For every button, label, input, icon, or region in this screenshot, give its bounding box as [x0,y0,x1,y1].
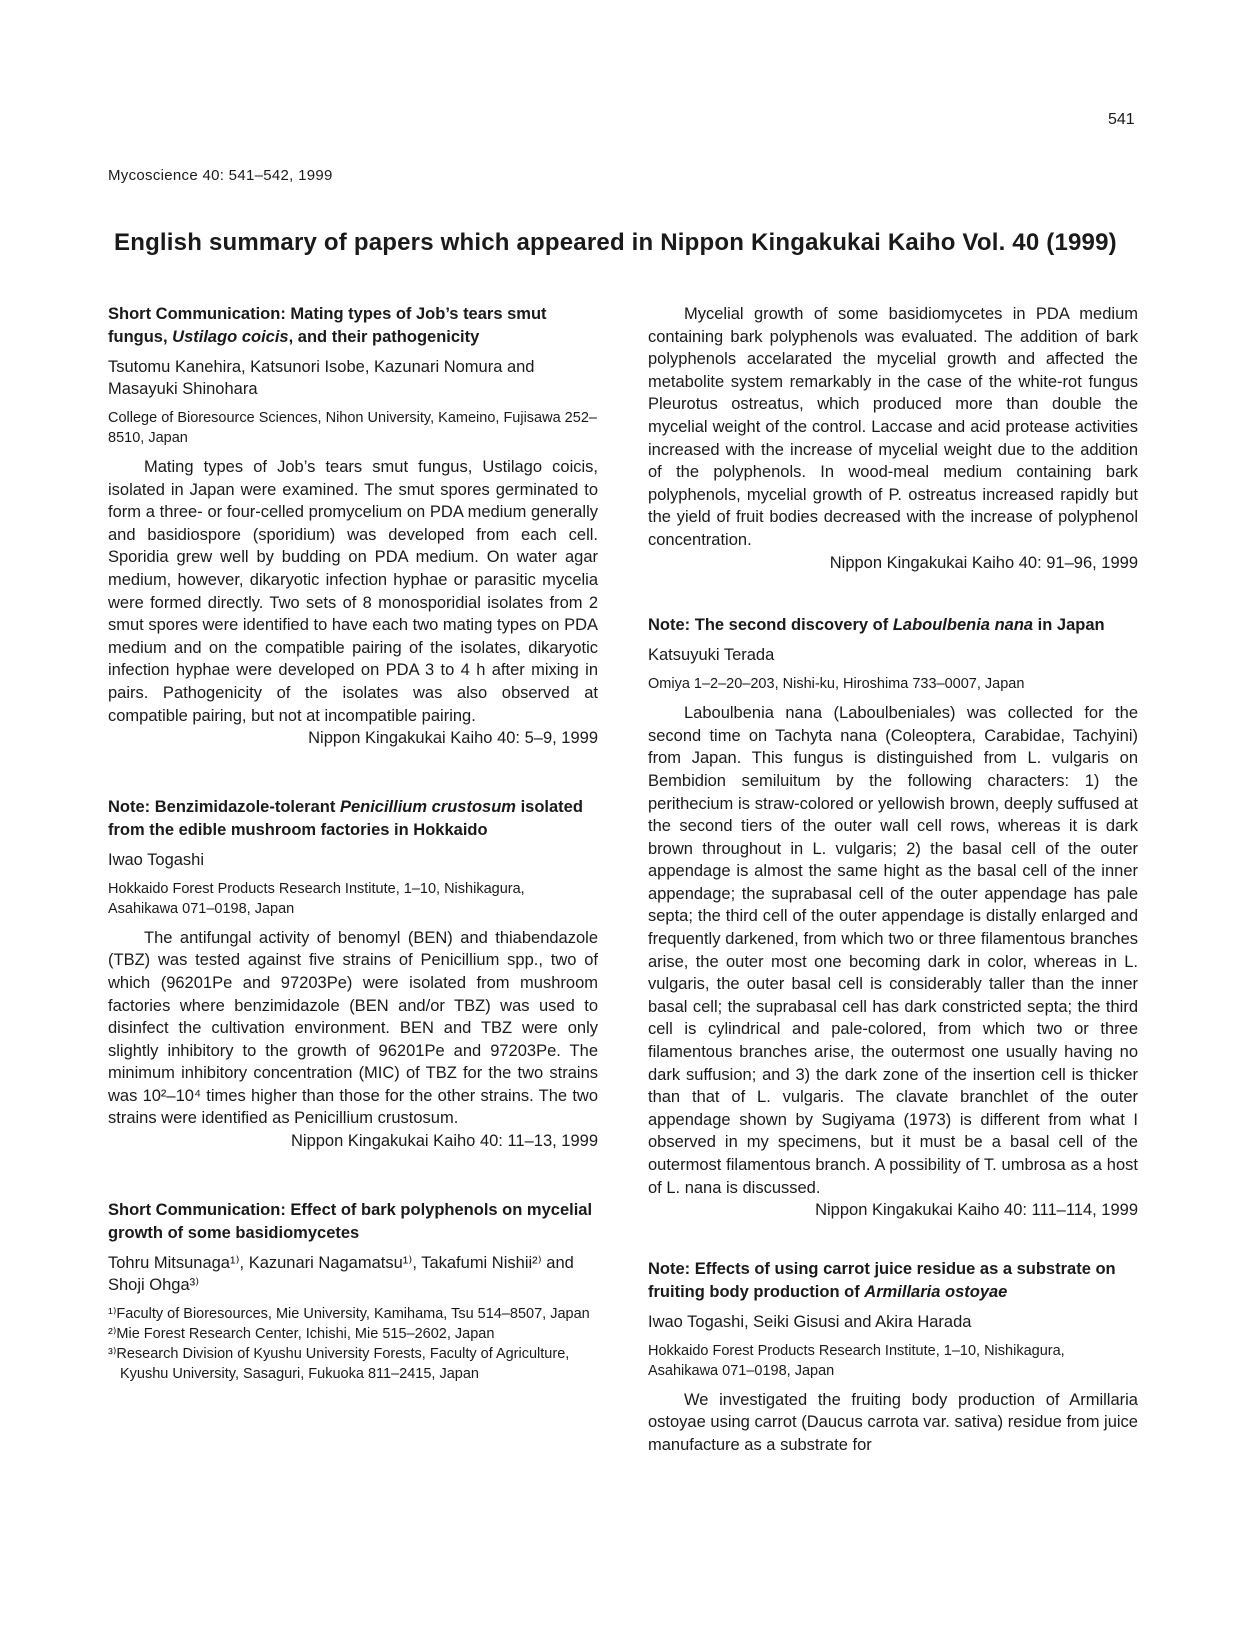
article-abstract: We investigated the fruiting body production of Armillaria ostoyae using carrot (Daucus carrota var. sativa) residue from juice manufacture as a substrate for [648,1390,1138,1454]
article-affiliation: Hokkaido Forest Products Research Institute, 1–10, Nishikagura, Asahikawa 071–0198, Japan [108,880,525,917]
article-abstract: Laboulbenia nana (Laboulbeniales) was collected for the second time on Tachyta nana (Coleoptera, Carabidae, Tachyini) from Japan. This fungus is distinguished from L. vulgaris on Bembidion semiluitum by the following characters: 1) the perithecium is straw-colored or yellowish brown, deeply suffused at the second tiers of the outer wall cell rows, whereas it is dark brown throughout in L. vulgaris; 2) the basal cell of the outer appendage is almost the same hight as the basal cell of the inner appendage; the suprabasal cell of the outer appendage has pale septa; the third cell of the outer appendage is distally enlarged and frequently darkened, from which two or three filamentous branches arise, the outer most one becoming dark in color, whereas in L. vulgaris, the outer basal cell is considerably taller than the inner basal cell; the suprabasal cell has dark constricted septa; the third cell is cylindrical and pale-colored, from which two or three filamentous branches arise, the outermost one usually having no dark suffusion; and 3) the dark zone of the insertion cell is thicker than that of L. vulgaris. The clavate branchlet of the outer appendage shown by Sugiyama (1973) is different from what I observed in my specimens, but it must be a basal cell of the outermost filamentous branch. A possibility of T. umbrosa as a host of L. nana is discussed. [648,704,1138,1197]
article-authors: Katsuyuki Terada [648,646,775,665]
article-affiliations [108,1304,598,1384]
article-title: Note: The second discovery of Laboulbenia nana in Japan [648,616,1105,635]
article-citation: Nippon Kingakukai Kaiho 40: 11–13, 1999 [290,1132,598,1151]
article-citation: Nippon Kingakukai Kaiho 40: 5–9, 1999 [308,729,598,748]
article-citation: Nippon Kingakukai Kaiho 40: 91–96, 1999 [829,553,1138,572]
article-citation: Nippon Kingakukai Kaiho 40: 111–114, 1999 [815,1201,1138,1220]
affiliation-2: ²⁾Mie Forest Research Center, Ichishi, Mie 515–2602, Japan [108,1325,495,1342]
page-title: English summary of papers which appeared in Nippon Kingakukai Kaiho Vol. 40 (1999) [114,229,1117,256]
article-benzimidazole [108,796,598,1153]
affiliation-1: ¹⁾Faculty of Bioresources, Mie University, Kamihama, Tsu 514–8507, Japan [108,1305,590,1322]
page-number: 541 [1108,111,1135,128]
article-abstract: Mycelial growth of some basidiomycetes in PDA medium containing bark polyphenols was evaluated. The addition of bark polyphenols accelarated the mycelial growth and affected the metabolite system remarkably in the case of the white-rot fungus Pleurotus ostreatus, which produced more than double the mycelial weight of the control. Laccase and acid protease activities increased with the increase of mycelial weight due to the addition of the polyphenols. In wood-meal medium containing bark polyphenols, mycelial growth of P. ostreatus increased rapidly but the yield of fruit bodies decreased with the increase of polyphenol concentration. [648,305,1138,549]
article-carrot-juice [648,1258,1138,1457]
article-laboulbenia [648,614,1138,1222]
article-title: Note: Effects of using carrot juice residue as a substrate on fruiting body production of Armillaria ostoyae [648,1259,1116,1301]
article-title: Note: Benzimidazole-tolerant Penicillium crustosum isolated from the edible mushroom factories in Hokkaido [108,797,583,839]
article-title: Short Communication: Effect of bark polyphenols on mycelial growth of some basidiomycetes [108,1200,593,1242]
article-affiliation: Omiya 1–2–20–203, Nishi-ku, Hiroshima 733–0007, Japan [648,676,1025,693]
article-authors: Iwao Togashi [108,850,205,869]
article-abstract: Mating types of Job’s tears smut fungus, Ustilago coicis, isolated in Japan were examined. The smut spores germinated to form a three- or four-celled promycelium on PDA medium generally and basidiospore (sporidium) was developed from each cell. Sporidia grew well by budding on PDA medium. On water agar medium, however, dikaryotic infection hyphae or parasitic mycelia were formed directly. Two sets of 8 monosporidial isolates from 2 smut spores were identified to have each two mating types on PDA medium and on the compatible pairing of the isolates, dikaryotic infection hyphae were developed on PDA 3 to 4 h after mixing in pairs. Pathogenicity of the isolates was also observed at compatible pairing, but not at incompatible pairing. [108,458,598,725]
article-affiliation: College of Bioresource Sciences, Nihon University, Kameino, Fujisawa 252–8510, Japan [108,410,597,446]
right-column [648,303,1138,1457]
left-column [108,303,598,1384]
article-authors: Iwao Togashi, Seiki Gisusi and Akira Harada [648,1312,972,1331]
article-authors: Tohru Mitsunaga¹⁾, Kazunari Nagamatsu¹⁾, Takafumi Nishii²⁾ and Shoji Ohga³⁾ [108,1253,574,1294]
journal-citation-line: Mycoscience 40: 541–542, 1999 [108,167,333,184]
article-authors: Tsutomu Kanehira, Katsunori Isobe, Kazunari Nomura and Masayuki Shinohara [108,358,535,398]
article-bark-polyphenols [108,1199,598,1384]
article-bark-polyphenols-continued [648,303,1138,574]
affiliation-3: ³⁾Research Division of Kyushu University Forests, Faculty of Agriculture, Kyushu University, Sasaguri, Fukuoka 811–2415, Japan [108,1345,570,1382]
article-affiliation: Hokkaido Forest Products Research Institute, 1–10, Nishikagura, Asahikawa 071–0198, Japan [648,1342,1065,1379]
article-abstract: The antifungal activity of benomyl (BEN) and thiabendazole (TBZ) was tested against five strains of Penicillium spp., two of which (96201Pe and 97203Pe) were isolated from mushroom factories where benzimidazole (BEN and/or TBZ) was used to disinfect the cultivation environment. BEN and TBZ were only slightly inhibitory to the growth of 96201Pe and 97203Pe. The minimum inhibitory concentration (MIC) of TBZ for the two strains was 10²–10⁴ times higher than those for the other strains. The two strains were identified as Penicillium crustosum. [108,928,598,1128]
article-title: Short Communication: Mating types of Job’s tears smut fungus, Ustilago coicis, and their pathogenicity [108,305,547,346]
article-mating-types [108,303,598,750]
